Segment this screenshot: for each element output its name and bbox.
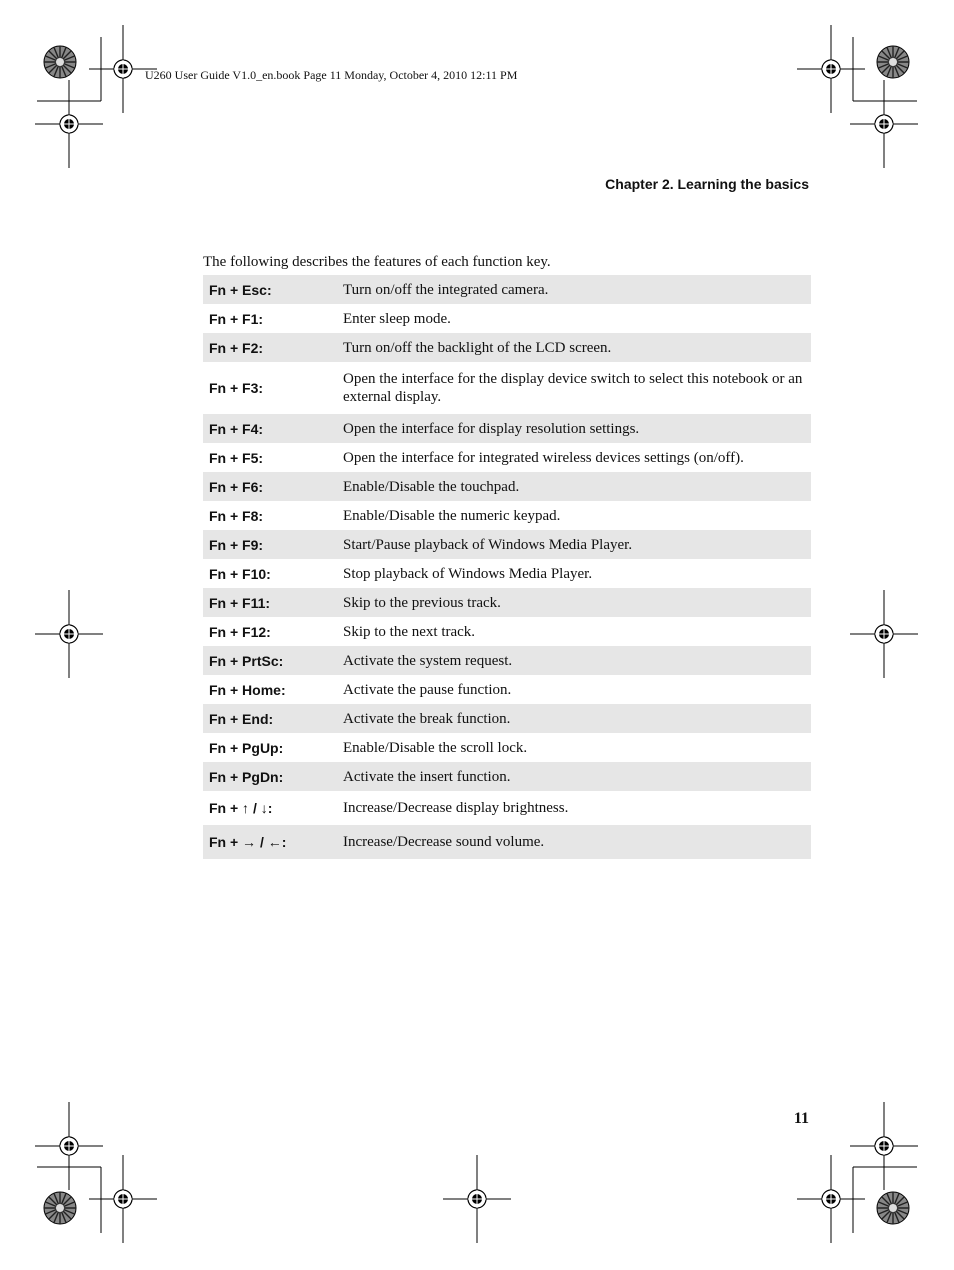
- table-row: [203, 733, 811, 762]
- function-key: Fn + PgUp:: [209, 739, 284, 756]
- table-row: [203, 617, 811, 646]
- table-row: [203, 333, 811, 362]
- function-key: Fn + F11:: [203, 588, 343, 617]
- function-key-description: Skip to the next track.: [343, 623, 476, 640]
- table-row: [203, 675, 811, 704]
- function-key-table: [203, 275, 811, 859]
- table-row: [203, 704, 811, 733]
- function-key: Fn + F3:: [209, 380, 264, 396]
- function-key-description: Skip to the previous track.: [343, 588, 811, 617]
- function-key-description: Activate the system request.: [343, 646, 811, 675]
- function-key-description: Increase/Decrease sound volume.: [343, 825, 811, 859]
- table-row: [203, 304, 811, 333]
- function-key-description: Enable/Disable the touchpad.: [343, 472, 811, 501]
- function-key-description: Open the interface for display resolution settings.: [343, 414, 811, 443]
- table-row: [203, 646, 811, 675]
- function-key-description: Stop playback of Windows Media Player.: [343, 565, 593, 582]
- function-key: Fn + F6:: [203, 472, 343, 501]
- function-key: Fn + → / ←:: [203, 825, 343, 859]
- function-key-description: Start/Pause playback of Windows Media Player.: [343, 530, 811, 559]
- function-key-description: Enter sleep mode.: [343, 310, 451, 327]
- function-key: Fn + ↑ / ↓:: [209, 800, 273, 816]
- table-row: [203, 559, 811, 588]
- page-number: 11: [793, 1110, 809, 1127]
- function-key: Fn + F5:: [209, 449, 264, 466]
- function-key: Fn + PrtSc:: [203, 646, 343, 675]
- function-key: Fn + End:: [203, 704, 343, 733]
- table-row: [203, 443, 811, 472]
- table-row: [203, 825, 811, 859]
- function-key: Fn + Esc:: [203, 275, 343, 304]
- table-row: [203, 588, 811, 617]
- chapter-title: Chapter 2. Learning the basics: [605, 176, 809, 192]
- print-header: U260 User Guide V1.0_en.book Page 11 Monday, October 4, 2010 12:11 PM: [145, 68, 518, 82]
- table-row: [203, 414, 811, 443]
- function-key-description: Enable/Disable the numeric keypad.: [343, 507, 561, 524]
- function-key: Fn + F1:: [209, 310, 264, 327]
- table-row: [203, 275, 811, 304]
- function-key: Fn + PgDn:: [203, 762, 343, 791]
- table-row: [203, 762, 811, 791]
- function-key-description: Activate the insert function.: [343, 762, 811, 791]
- function-key-description: Turn on/off the backlight of the LCD screen.: [343, 333, 811, 362]
- function-key: Fn + F8:: [209, 507, 264, 524]
- intro-text: The following describes the features of each function key.: [203, 254, 551, 270]
- table-row: [203, 362, 811, 414]
- table-row: [203, 501, 811, 530]
- function-key-description: Open the interface for integrated wireless devices settings (on/off).: [343, 449, 744, 466]
- function-key-description: Activate the pause function.: [343, 681, 512, 698]
- function-key-description: Activate the break function.: [343, 704, 811, 733]
- function-key-description: Open the interface for the display device switch to select this notebook or an external display.: [343, 371, 803, 405]
- function-key: Fn + F10:: [209, 565, 271, 582]
- function-key-description: Enable/Disable the scroll lock.: [343, 739, 528, 756]
- function-key-description: Turn on/off the integrated camera.: [343, 275, 811, 304]
- function-key: Fn + F9:: [203, 530, 343, 559]
- function-key: Fn + F12:: [209, 623, 271, 640]
- function-key: Fn + Home:: [209, 681, 286, 698]
- table-row: [203, 472, 811, 501]
- function-key-description: Increase/Decrease display brightness.: [343, 800, 569, 816]
- table-row: [203, 791, 811, 825]
- function-key: Fn + F4:: [203, 414, 343, 443]
- function-key: Fn + F2:: [203, 333, 343, 362]
- table-row: [203, 530, 811, 559]
